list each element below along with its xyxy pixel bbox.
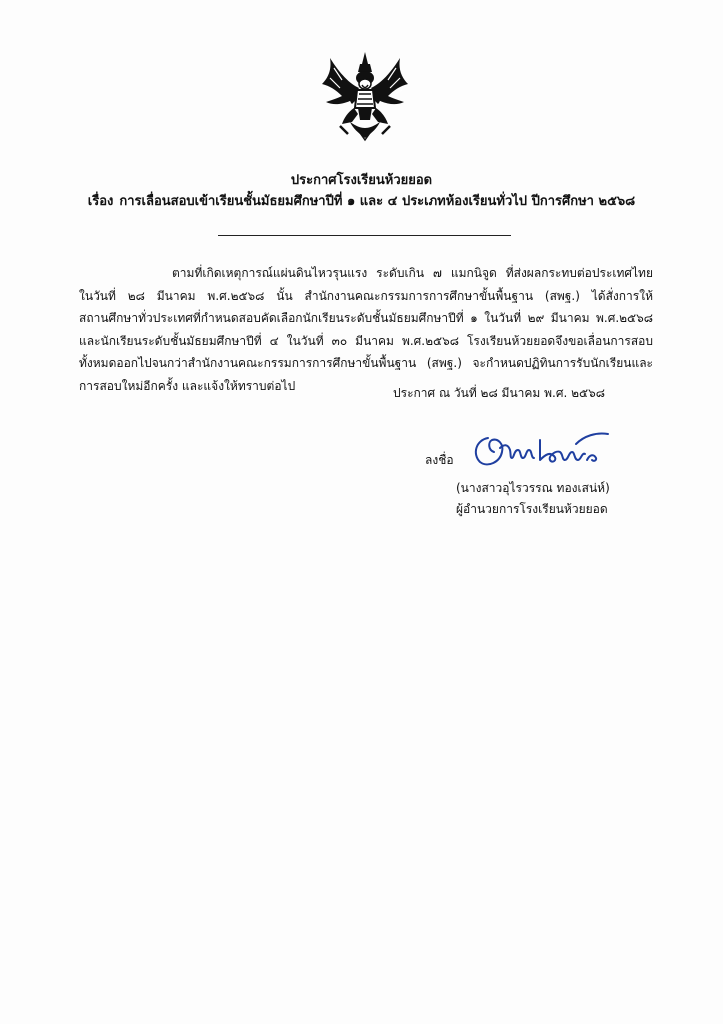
subject-label: เรื่อง [87,194,114,209]
sign-label: ลงชื่อ [425,453,454,467]
body-line: ทั้งหมดออกไปจนกว่าสำนักงานคณะกรรมการการศึกษาขั้นพื้นฐาน (สพฐ.) จะกำหนดปฏิทินการรับนักเรียนและ [79,356,653,370]
announcement-date: ประกาศ ณ วันที่ ๒๘ มีนาคม พ.ศ. ๒๕๖๘ [393,386,605,400]
garuda-emblem-icon [320,50,410,142]
body-line: การสอบใหม่อีกครั้ง และแจ้งให้ทราบต่อไป [79,378,296,393]
signer-name: (นางสาวอุไรวรรณ ทองเสน่ห์) [456,481,610,495]
handwritten-signature [466,424,616,472]
body-line: ในวันที่ ๒๘ มีนาคม พ.ศ.๒๕๖๘ นั้น สำนักงานคณะกรรมการการศึกษาขั้นพื้นฐาน (สพฐ.) ได้สั่งการให้ [79,288,653,303]
announcement-body [79,262,653,397]
body-line: สถานศึกษาทั่วประเทศที่กำหนดสอบคัดเลือกนักเรียนระดับชั้นมัธยมศึกษาปีที่ ๑ ในวันที่ ๒๙ มีนาคม พ.ศ.๒๕๖๘ [79,311,653,325]
subject-text: การเลื่อนสอบเข้าเรียนชั้นมัธยมศึกษาปีที่ ๑ และ ๔ ประเภทห้องเรียนทั่วไป ปีการศึกษา ๒๕๖๘ [119,194,636,209]
body-line: ตามที่เกิดเหตุการณ์แผ่นดินไหวรุนแรง ระดับเกิน ๗ แมกนิจูด ที่ส่งผลกระทบต่อประเทศไทย [172,266,653,280]
separator-line [218,235,511,236]
announcement-title: ประกาศโรงเรียนห้วยยอด [290,173,433,188]
signer-position: ผู้อำนวยการโรงเรียนห้วยยอด [456,502,608,516]
body-line: และนักเรียนระดับชั้นมัธยมศึกษาปีที่ ๔ ในวันที่ ๓๐ มีนาคม พ.ศ.๒๕๖๘ โรงเรียนห้วยยอดจึงขอเลื่อนการสอบ [79,333,653,348]
announcement-subject [0,193,723,211]
